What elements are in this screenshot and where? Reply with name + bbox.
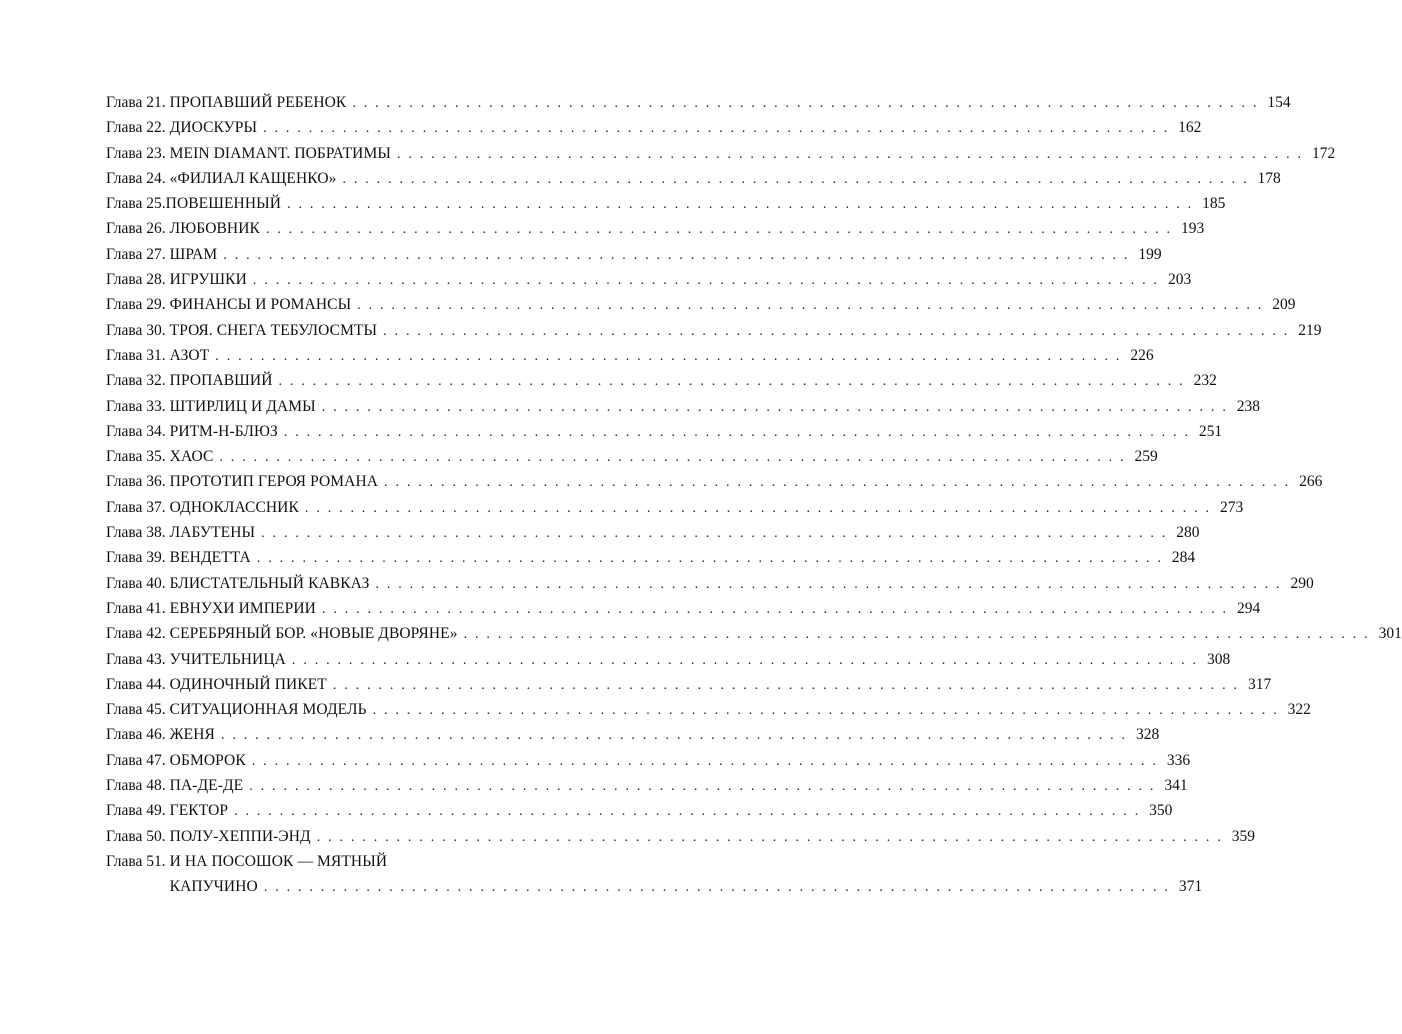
chapter-label: Глава 47. — [106, 751, 166, 769]
chapter-label: Глава 39. — [106, 549, 166, 567]
chapter-title: ОДИНОЧНЫЙ ПИКЕТ — [169, 675, 327, 693]
chapter-label: Глава 23. — [106, 144, 166, 162]
page-number: 284 — [1171, 549, 1196, 567]
dot-leader: . . . . . . . . . . . . . . . . . . . . . . . . . . . . . . . . . . . . . . . . . . . . . . . . . . . . . . . . . . . . . . . . . . . . . . . . . . . . . . . . — [251, 753, 1159, 769]
toc-row — [106, 498, 1244, 524]
toc-row — [106, 524, 1200, 549]
toc-row — [106, 144, 1336, 170]
dot-leader: . . . . . . . . . . . . . . . . . . . . . . . . . . . . . . . . . . . . . . . . . . . . . . . . . . . . . . . . . . . . . . . . . . . . . . . . . . . . . . . . — [278, 374, 1185, 390]
toc-row — [106, 726, 1160, 751]
chapter-label: Глава 26. — [106, 220, 166, 238]
page-number: 350 — [1149, 802, 1173, 820]
chapter-label: Глава 36. — [106, 473, 166, 491]
chapter-label: Глава 35. — [106, 448, 166, 466]
chapter-title: СЕРЕБРЯНЫЙ БОР. «НОВЫЕ ДВОРЯНЕ» — [169, 625, 458, 643]
page-number: 341 — [1164, 777, 1188, 795]
chapter-label: Глава 22. — [106, 119, 166, 137]
chapter-title: ТРОЯ. СНЕГА ТЕБУЛОСМТЫ — [169, 321, 378, 339]
page-number: 238 — [1236, 397, 1261, 415]
page-number: 266 — [1299, 473, 1323, 491]
toc-row — [106, 599, 1261, 625]
chapter-label: Глава 45. — [106, 701, 166, 719]
toc-row — [106, 220, 1205, 245]
page-number: 185 — [1202, 195, 1226, 213]
chapter-label: Глава 44. — [106, 675, 166, 693]
page-number: 199 — [1138, 245, 1162, 263]
chapter-label: Глава 51. — [106, 852, 166, 870]
chapter-label: Глава 28. — [106, 271, 166, 289]
page-number: 371 — [1178, 878, 1203, 896]
toc-row — [106, 675, 1272, 701]
chapter-title: ПА-ДЕ-ДЕ — [169, 777, 244, 795]
toc-row — [106, 473, 1323, 498]
chapter-title: ИГРУШКИ — [169, 271, 247, 289]
chapter-label: Глава 40. — [106, 574, 166, 592]
chapter-title: ПРОТОТИП ГЕРОЯ РОМАНА — [169, 473, 379, 491]
dot-leader: . . . . . . . . . . . . . . . . . . . . . . . . . . . . . . . . . . . . . . . . . . . . . . . . . . . . . . . . . . . . . . . . . . . . . . . . . . . . . . . . — [263, 880, 1171, 896]
chapter-label: Глава 50. — [106, 827, 166, 845]
dot-leader: . . . . . . . . . . . . . . . . . . . . . . . . . . . . . . . . . . . . . . . . . . . . . . . . . . . . . . . . . . . . . . . . . . . . . . . . . . . . . . . . — [321, 601, 1229, 617]
page-number: 359 — [1231, 827, 1256, 845]
dot-leader: . . . . . . . . . . . . . . . . . . . . . . . . . . . . . . . . . . . . . . . . . . . . . . . . . . . . . . . . . . . . . . . . . . . . . . . . . . . . . . . . — [384, 475, 1291, 491]
dot-leader: . . . . . . . . . . . . . . . . . . . . . . . . . . . . . . . . . . . . . . . . . . . . . . . . . . . . . . . . . . . . . . . . . . . . . . . . . . . . . . . . — [463, 627, 1370, 643]
dot-leader: . . . . . . . . . . . . . . . . . . . . . . . . . . . . . . . . . . . . . . . . . . . . . . . . . . . . . . . . . . . . . . . . . . . . . . . . . . . . . . . . — [263, 121, 1170, 137]
dot-leader: . . . . . . . . . . . . . . . . . . . . . . . . . . . . . . . . . . . . . . . . . . . . . . . . . . . . . . . . . . . . . . . . . . . . . . . . . . . . . . . . — [219, 450, 1126, 466]
dot-leader: . . . . . . . . . . . . . . . . . . . . . . . . . . . . . . . . . . . . . . . . . . . . . . . . . . . . . . . . . . . . . . . . . . . . . . . . . . . . . . . . — [252, 273, 1160, 289]
dot-leader: . . . . . . . . . . . . . . . . . . . . . . . . . . . . . . . . . . . . . . . . . . . . . . . . . . . . . . . . . . . . . . . . . . . . . . . . . . . . . . . . — [265, 222, 1173, 238]
page-number: 308 — [1206, 650, 1231, 668]
toc-row — [106, 169, 1281, 195]
dot-leader: . . . . . . . . . . . . . . . . . . . . . . . . . . . . . . . . . . . . . . . . . . . . . . . . . . . . . . . . . . . . . . . . . . . . . . . . . . . . . . . . — [332, 677, 1240, 693]
chapter-label: Глава 21. — [106, 94, 166, 111]
chapter-label: Глава 29. — [106, 296, 166, 314]
table-of-contents — [106, 94, 1402, 904]
dot-leader: . . . . . . . . . . . . . . . . . . . . . . . . . . . . . . . . . . . . . . . . . . . . . . . . . . . . . . . . . . . . . . . . . . . . . . . . . . . . . . . . — [304, 500, 1212, 516]
toc-row — [106, 119, 1202, 144]
page-number: 328 — [1136, 726, 1160, 744]
dot-leader: . . . . . . . . . . . . . . . . . . . . . . . . . . . . . . . . . . . . . . . . . . . . . . . . . . . . . . . . . . . . . . . . . . . . . . . . . . . . . . . . — [249, 779, 1156, 795]
chapter-label: Глава 48. — [106, 777, 166, 795]
toc-row — [106, 650, 1231, 676]
dot-leader: . . . . . . . . . . . . . . . . . . . . . . . . . . . . . . . . . . . . . . . . . . . . . . . . . . . . . . . . . . . . . . . . . . . . . . . . . . . . . . . . — [234, 804, 1141, 820]
page-number: 193 — [1181, 220, 1205, 238]
page-number: 154 — [1267, 94, 1291, 111]
dot-leader: . . . . . . . . . . . . . . . . . . . . . . . . . . . . . . . . . . . . . . . . . . . . . . . . . . . . . . . . . . . . . . . . . . . . . . . . . . . . . . . . — [372, 703, 1279, 719]
toc-row — [106, 625, 1402, 650]
chapter-label: Глава 31. — [106, 346, 166, 364]
chapter-title: ГЕКТОР — [169, 802, 229, 820]
toc-row — [106, 422, 1223, 448]
page-number: 232 — [1193, 372, 1217, 390]
chapter-title: ОДНОКЛАССНИК — [169, 498, 299, 516]
chapter-label: Глава 41. — [106, 599, 166, 617]
dot-leader: . . . . . . . . . . . . . . . . . . . . . . . . . . . . . . . . . . . . . . . . . . . . . . . . . . . . . . . . . . . . . . . . . . . . . . . . . . . . . . . . — [220, 728, 1128, 744]
dot-leader: . . . . . . . . . . . . . . . . . . . . . . . . . . . . . . . . . . . . . . . . . . . . . . . . . . . . . . . . . . . . . . . . . . . . . . . . . . . . . . . . — [215, 348, 1122, 364]
toc-row — [106, 346, 1154, 372]
chapter-title: УЧИТЕЛЬНИЦА — [169, 650, 286, 668]
chapter-title: ДИОСКУРЫ — [169, 119, 258, 137]
toc-row — [106, 574, 1314, 600]
chapter-title: СИТУАЦИОННАЯ МОДЕЛЬ — [169, 701, 367, 719]
dot-leader: . . . . . . . . . . . . . . . . . . . . . . . . . . . . . . . . . . . . . . . . . . . . . . . . . . . . . . . . . . . . . . . . . . . . . . . . . . . . . . . . — [342, 171, 1249, 187]
page-number: 294 — [1237, 599, 1261, 617]
chapter-title: ПОВЕШЕННЫЙ — [165, 195, 282, 213]
page-number: 322 — [1287, 701, 1311, 719]
page-number: 251 — [1198, 422, 1223, 440]
toc-row — [106, 549, 1196, 574]
toc-row — [106, 372, 1217, 397]
page-number: 290 — [1290, 574, 1314, 592]
page-number: 336 — [1166, 751, 1191, 769]
chapter-title: КАПУЧИНО — [169, 878, 258, 896]
toc-row — [106, 245, 1162, 271]
chapter-label: Глава 43. — [106, 650, 166, 668]
toc-row — [106, 397, 1261, 423]
toc-row — [106, 271, 1192, 296]
toc-row — [106, 321, 1322, 347]
chapter-title: ПРОПАВШИЙ РЕБЕНОК — [169, 94, 347, 111]
dot-leader: . . . . . . . . . . . . . . . . . . . . . . . . . . . . . . . . . . . . . . . . . . . . . . . . . . . . . . . . . . . . . . . . . . . . . . . . . . . . . . . . — [357, 298, 1264, 314]
chapter-label: Глава 25. — [106, 195, 166, 213]
dot-leader: . . . . . . . . . . . . . . . . . . . . . . . . . . . . . . . . . . . . . . . . . . . . . . . . . . . . . . . . . . . . . . . . . . . . . . . . . . . . . . . . — [321, 399, 1229, 415]
chapter-title: ХАОС — [169, 448, 214, 466]
page-number: 219 — [1298, 321, 1322, 339]
chapter-label: Глава 33. — [106, 397, 166, 415]
chapter-title: ЛЮБОВНИК — [169, 220, 260, 238]
chapter-label: Глава 24. — [106, 169, 166, 187]
page-number: 317 — [1247, 675, 1272, 693]
chapter-title: РИТМ-Н-БЛЮЗ — [169, 422, 278, 440]
page-number: 209 — [1272, 296, 1296, 314]
chapter-title: MEIN DIAMANT. ПОБРАТИМЫ — [169, 144, 391, 162]
page-number: 301 — [1378, 625, 1402, 643]
toc-row — [106, 296, 1296, 321]
chapter-label: Глава 49. — [106, 802, 166, 820]
dot-leader: . . . . . . . . . . . . . . . . . . . . . . . . . . . . . . . . . . . . . . . . . . . . . . . . . . . . . . . . . . . . . . . . . . . . . . . . . . . . . . . . — [375, 576, 1282, 592]
chapter-title: ШРАМ — [169, 245, 218, 263]
toc-row — [106, 777, 1188, 802]
chapter-label: Глава 30. — [106, 321, 166, 339]
chapter-label: Глава 46. — [106, 726, 166, 744]
dot-leader: . . . . . . . . . . . . . . . . . . . . . . . . . . . . . . . . . . . . . . . . . . . . . . . . . . . . . . . . . . . . . . . . . . . . . . . . . . . . . . . . — [383, 323, 1290, 339]
toc-row — [106, 853, 584, 878]
dot-leader: . . . . . . . . . . . . . . . . . . . . . . . . . . . . . . . . . . . . . . . . . . . . . . . . . . . . . . . . . . . . . . . . . . . . . . . . . . . . . . . . — [261, 526, 1168, 542]
toc-row — [106, 195, 1226, 220]
page-number: 280 — [1176, 524, 1200, 542]
chapter-title: И НА ПОСОШОК — МЯТНЫЙ — [169, 852, 388, 870]
dot-leader: . . . . . . . . . . . . . . . . . . . . . . . . . . . . . . . . . . . . . . . . . . . . . . . . . . . . . . . . . . . . . . . . . . . . . . . . . . . . . . . . — [352, 96, 1259, 111]
page-number: 203 — [1167, 271, 1192, 289]
chapter-label: Глава 38. — [106, 524, 166, 542]
toc-row — [106, 448, 1158, 473]
dot-leader: . . . . . . . . . . . . . . . . . . . . . . . . . . . . . . . . . . . . . . . . . . . . . . . . . . . . . . . . . . . . . . . . . . . . . . . . . . . . . . . . — [223, 247, 1130, 263]
chapter-title: ПОЛУ-ХЕППИ-ЭНД — [169, 827, 311, 845]
chapter-title: АЗОТ — [169, 346, 210, 364]
toc-row — [106, 701, 1311, 726]
chapter-label: Глава 32. — [106, 372, 166, 390]
chapter-label: Глава 42. — [106, 625, 166, 643]
toc-row — [106, 827, 1256, 853]
page-number: 226 — [1130, 346, 1154, 364]
chapter-title: «ФИЛИАЛ КАЩЕНКО» — [169, 169, 337, 187]
dot-leader: . . . . . . . . . . . . . . . . . . . . . . . . . . . . . . . . . . . . . . . . . . . . . . . . . . . . . . . . . . . . . . . . . . . . . . . . . . . . . . . . — [283, 424, 1191, 440]
chapter-label: Глава 37. — [106, 498, 166, 516]
page-number: 172 — [1312, 144, 1336, 162]
toc-row — [106, 802, 1173, 827]
page-number: 178 — [1257, 169, 1281, 187]
page-number: 273 — [1219, 498, 1244, 516]
chapter-title: ФИНАНСЫ И РОМАНСЫ — [169, 296, 352, 314]
dot-leader: . . . . . . . . . . . . . . . . . . . . . . . . . . . . . . . . . . . . . . . . . . . . . . . . . . . . . . . . . . . . . . . . . . . . . . . . . . . . . . . . — [287, 197, 1194, 213]
page-number: 162 — [1178, 119, 1202, 137]
chapter-title: БЛИСТАТЕЛЬНЫЙ КАВКАЗ — [169, 574, 370, 592]
chapter-title: ЖЕНЯ — [169, 726, 215, 744]
chapter-title: ЛАБУТЕНЫ — [169, 524, 256, 542]
chapter-title: ШТИРЛИЦ И ДАМЫ — [169, 397, 316, 415]
toc-row — [106, 94, 1291, 119]
dot-leader: . . . . . . . . . . . . . . . . . . . . . . . . . . . . . . . . . . . . . . . . . . . . . . . . . . . . . . . . . . . . . . . . . . . . . . . . . . . . . . . . — [396, 146, 1304, 162]
page-number: 259 — [1134, 448, 1158, 466]
toc-row — [106, 751, 1191, 777]
toc-row-continuation — [106, 878, 1203, 903]
dot-leader: . . . . . . . . . . . . . . . . . . . . . . . . . . . . . . . . . . . . . . . . . . . . . . . . . . . . . . . . . . . . . . . . . . . . . . . . . . . . . . . . — [256, 551, 1164, 567]
chapter-title: ВЕНДЕТТА — [169, 549, 251, 567]
chapter-title: ПРОПАВШИЙ — [169, 372, 273, 390]
dot-leader: . . . . . . . . . . . . . . . . . . . . . . . . . . . . . . . . . . . . . . . . . . . . . . . . . . . . . . . . . . . . . . . . . . . . . . . . . . . . . . . . — [291, 652, 1199, 668]
dot-leader: . . . . . . . . . . . . . . . . . . . . . . . . . . . . . . . . . . . . . . . . . . . . . . . . . . . . . . . . . . . . . . . . . . . . . . . . . . . . . . . . — [316, 829, 1224, 845]
chapter-title: ОБМОРОК — [169, 751, 246, 769]
chapter-label: Глава 27. — [106, 245, 166, 263]
chapter-label: Глава 34. — [106, 422, 166, 440]
chapter-title: ЕВНУХИ ИМПЕРИИ — [169, 599, 316, 617]
